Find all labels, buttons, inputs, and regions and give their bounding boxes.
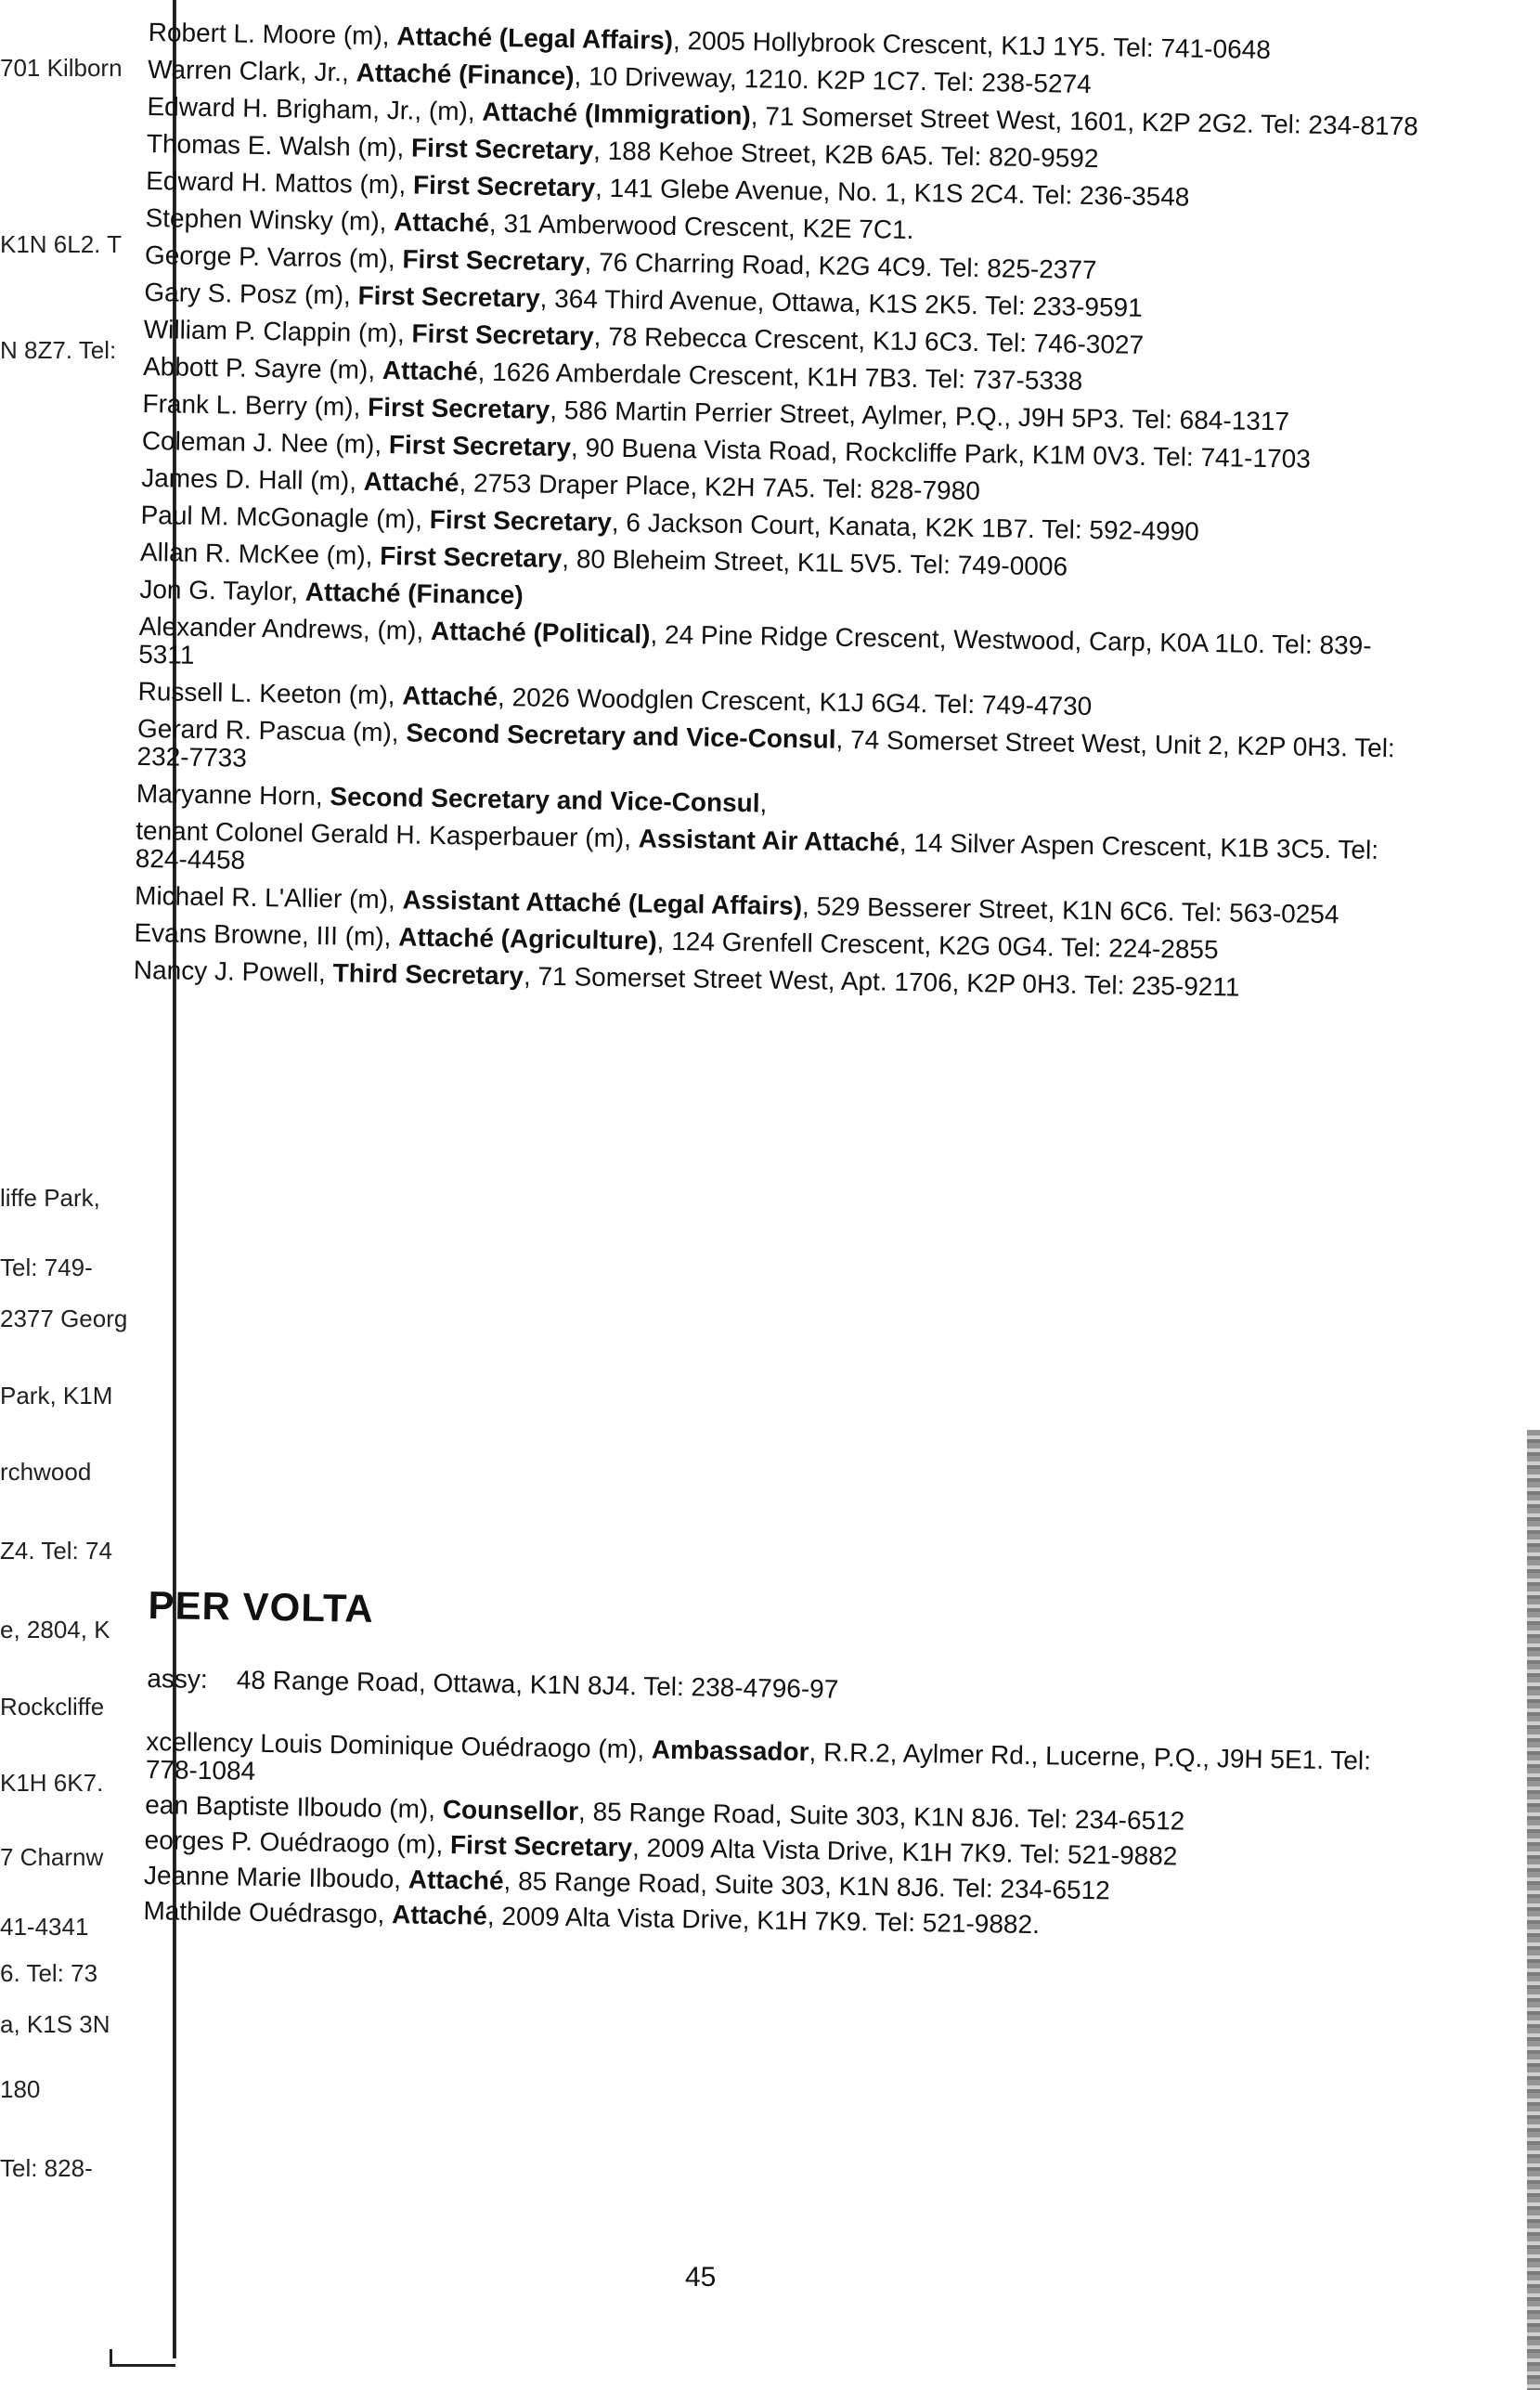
entry-name: George P. Varros (m), xyxy=(144,240,403,274)
fragment-text: 7 Charnw xyxy=(0,1843,104,1871)
entry-address: , 90 Buena Vista Road, Rockcliffe Park, K1M 0V3. Tel: 741-1703 xyxy=(570,433,1312,474)
fragment-text: Park, K1M xyxy=(0,1382,113,1409)
entry-address: , 2009 Alta Vista Drive, K1H 7K9. Tel: 521-9882 xyxy=(631,1833,1178,1871)
entry-address: , 1626 Amberdale Crescent, K1H 7B3. Tel: 737-5338 xyxy=(477,357,1083,396)
entry-address: , 2753 Draper Place, K2H 7A5. Tel: 828-7980 xyxy=(459,468,981,506)
entry-address: , 71 Somerset Street West, Apt. 1706, K2P 0H3. Tel: 235-9211 xyxy=(523,961,1240,1002)
entry-title: Attaché xyxy=(382,356,478,386)
embassy-address: 48 Range Road, Ottawa, K1N 8J4. Tel: 238-4796-97 xyxy=(236,1665,839,1704)
page-number: 45 xyxy=(685,2262,717,2293)
entry-title: Attaché (Political) xyxy=(430,616,651,649)
entry-name: Michael R. L'Allier (m), xyxy=(134,880,403,915)
staff-entry xyxy=(136,817,1417,893)
entry-name: Gerard R. Pascua (m), xyxy=(136,713,407,747)
entry-name: Allan R. McKee (m), xyxy=(139,537,381,570)
fragment-text: a, K1S 3N xyxy=(0,2010,110,2038)
entry-name: Frank L. Berry (m), xyxy=(142,388,369,422)
entry-name: Maryanne Horn, xyxy=(136,778,330,812)
entry-name: Coleman J. Nee (m), xyxy=(141,425,390,460)
entry-name: Paul M. McGonagle (m), xyxy=(140,500,431,534)
entry-address: , 141 Glebe Avenue, No. 1, K1S 2C4. Tel: 236-3548 xyxy=(594,173,1190,212)
entry-name: William P. Clappin (m), xyxy=(143,314,412,348)
entry-title: First Secretary xyxy=(388,430,572,462)
entry-name: Alexander Andrews, (m), xyxy=(138,611,432,645)
entry-name: tenant Colonel Gerald H. Kasperbauer (m), xyxy=(136,815,640,853)
embassy-label: assy: xyxy=(147,1663,208,1695)
entry-title: First Secretary xyxy=(412,170,596,202)
entry-name: Thomas E. Walsh (m), xyxy=(146,128,412,162)
entry-title: Assistant Attaché (Legal Affairs) xyxy=(402,885,803,921)
fragment-text: Tel: 828- xyxy=(0,2154,93,2182)
entry-address: , 364 Third Avenue, Ottawa, K1S 2K5. Tel: 233-9591 xyxy=(539,283,1143,322)
entry-address: , 80 Bleheim Street, K1L 5V5. Tel: 749-0006 xyxy=(562,544,1068,581)
entry-title: First Secretary xyxy=(357,280,540,313)
entry-address: , 74 Somerset Street West, Unit 2, K2P 0H3. Tel: 232-7733 xyxy=(136,724,1395,773)
entry-title: First Secretary xyxy=(367,392,550,424)
section-staff-listing xyxy=(143,1728,1427,1945)
entry-title: Attaché xyxy=(393,207,490,238)
fragment-text: 180 xyxy=(0,2075,41,2103)
fragment-text: N 8Z7. Tel: xyxy=(0,336,117,364)
entry-name: Edward H. Brigham, Jr., (m), xyxy=(147,91,483,126)
entry-address: , 85 Range Road, Suite 303, K1N 8J6. Tel: 234-6512 xyxy=(577,1797,1185,1836)
entry-address: , 188 Kehoe Street, K2B 6A5. Tel: 820-9592 xyxy=(592,136,1099,174)
fragment-text: 701 Kilborn xyxy=(0,54,123,82)
entry-title: Assistant Air Attaché xyxy=(638,824,900,857)
upper-volta-section xyxy=(143,1583,1430,1953)
staff-entry xyxy=(138,613,1420,689)
entry-title: First Secretary xyxy=(379,540,563,574)
entry-title: Attaché xyxy=(408,1864,504,1896)
fragment-text: liffe Park, xyxy=(0,1184,100,1212)
embassy-address-line xyxy=(147,1665,1428,1713)
fragment-text: 2377 Georg xyxy=(0,1305,128,1332)
section-heading: PER VOLTA xyxy=(148,1583,375,1630)
fragment-text: 6. Tel: 73 xyxy=(0,1959,98,1987)
entry-title: Ambassador xyxy=(651,1734,809,1767)
entry-address: , xyxy=(759,788,768,818)
entry-address: , 6 Jackson Court, Kanata, K2K 1B7. Tel: 592-4990 xyxy=(611,507,1200,546)
entry-name: James D. Hall (m), xyxy=(140,462,365,496)
entry-title: Attaché (Immigration) xyxy=(482,97,752,131)
entry-address: , 78 Rebecca Crescent, K1J 6C3. Tel: 746-3027 xyxy=(593,321,1145,359)
entry-address: , 14 Silver Aspen Crescent, K1B 3C5. Tel: 824-4458 xyxy=(135,827,1379,875)
entry-title: Attaché (Finance) xyxy=(304,577,524,610)
entry-name: Abbott P. Sayre (m), xyxy=(142,351,383,385)
entry-name: Warren Clark, Jr., xyxy=(147,54,356,87)
fragment-text: rchwood xyxy=(0,1458,92,1486)
entry-title: First Secretary xyxy=(429,504,613,537)
entry-title: Second Secretary and Vice-Consul xyxy=(406,718,836,754)
entry-title: First Secretary xyxy=(402,244,585,277)
staff-listing xyxy=(134,19,1430,1014)
entry-title: First Secretary xyxy=(410,133,594,165)
fragment-text: Tel: 749- xyxy=(0,1253,93,1281)
entry-address: , 2005 Hollybrook Crescent, K1J 1Y5. Tel: 741-0648 xyxy=(672,25,1272,64)
entry-address: , 2026 Woodglen Crescent, K1J 6G4. Tel: 749-4730 xyxy=(497,682,1093,721)
entry-address: , 529 Besserer Street, K1N 6C6. Tel: 563-0254 xyxy=(801,891,1339,929)
entry-name: eorges P. Ouédraogo (m), xyxy=(144,1825,451,1860)
entry-title: Attaché (Legal Affairs) xyxy=(396,21,674,55)
entry-name: Nancy J. Powell, xyxy=(133,955,333,988)
fragment-text: K1H 6K7. xyxy=(0,1769,104,1797)
entry-title: First Secretary xyxy=(449,1830,633,1863)
entry-address: , 586 Martin Perrier Street, Aylmer, P.Q., J9H 5P3. Tel: 684-1317 xyxy=(550,395,1290,436)
entry-address: , 31 Amberwood Crescent, K2E 7C1. xyxy=(488,208,914,244)
entry-title: Attaché xyxy=(402,681,498,711)
staff-entry xyxy=(136,715,1418,791)
entry-title: Counsellor xyxy=(442,1795,579,1826)
entry-name: Jeanne Marie Ilboudo, xyxy=(143,1860,409,1894)
entry-address: , 85 Range Road, Suite 303, K1N 8J6. Tel: 234-6512 xyxy=(503,1866,1111,1905)
entry-name: Edward H. Mattos (m), xyxy=(146,165,414,200)
fragment-text: Rockcliffe xyxy=(0,1693,105,1721)
entry-title: First Secretary xyxy=(411,318,594,351)
entry-title: Second Secretary and Vice-Consul xyxy=(330,782,760,818)
entry-name: Gary S. Posz (m), xyxy=(144,277,358,310)
entry-address: , 24 Pine Ridge Crescent, Westwood, Carp, K0A 1L0. Tel: 839-5311 xyxy=(138,619,1372,669)
entry-title: Attaché xyxy=(391,1900,488,1930)
entry-name: Stephen Winsky (m), xyxy=(145,202,395,237)
entry-name: Mathilde Ouédrasgo, xyxy=(143,1895,393,1929)
entry-address: , R.R.2, Aylmer Rd., Lucerne, P.Q., J9H 5E1. Tel: 778-1084 xyxy=(145,1737,1372,1786)
fragment-text: K1N 6L2. T xyxy=(0,230,123,258)
entry-title: Attaché xyxy=(363,466,459,498)
binding-corner xyxy=(110,2349,175,2367)
fragment-text: e, 2804, K xyxy=(0,1616,110,1643)
entry-title: Attaché (Finance) xyxy=(356,58,575,91)
scan-edge-artifact xyxy=(1527,1430,1540,2390)
entry-address: , 124 Grenfell Crescent, K2G 0G4. Tel: 224-2855 xyxy=(656,926,1219,965)
entry-address: , 71 Somerset Street West, 1601, K2P 2G2. Tel: 234-8178 xyxy=(750,101,1419,141)
entry-title: Third Secretary xyxy=(332,958,524,991)
fragment-text: Z4. Tel: 74 xyxy=(0,1537,112,1565)
entry-name: xcellency Louis Dominique Ouédraogo (m), xyxy=(146,1726,653,1764)
entry-address: , 76 Charring Road, K2G 4C9. Tel: 825-2377 xyxy=(584,247,1097,285)
entry-name: Jon G. Taylor, xyxy=(139,574,306,606)
entry-name: Evans Browne, III (m), xyxy=(134,917,399,952)
entry-name: Russell L. Keeton (m), xyxy=(137,676,403,710)
entry-address: , 2009 Alta Vista Drive, K1H 7K9. Tel: 521-9882. xyxy=(486,1901,1041,1940)
entry-name: ean Baptiste Ilboudo (m), xyxy=(145,1789,444,1825)
fragment-text: 41-4341 xyxy=(0,1913,89,1941)
entry-title: Attaché (Agriculture) xyxy=(398,922,657,955)
entry-name: Robert L. Moore (m), xyxy=(148,18,397,51)
entry-address: , 10 Driveway, 1210. K2P 1C7. Tel: 238-5274 xyxy=(574,61,1092,98)
